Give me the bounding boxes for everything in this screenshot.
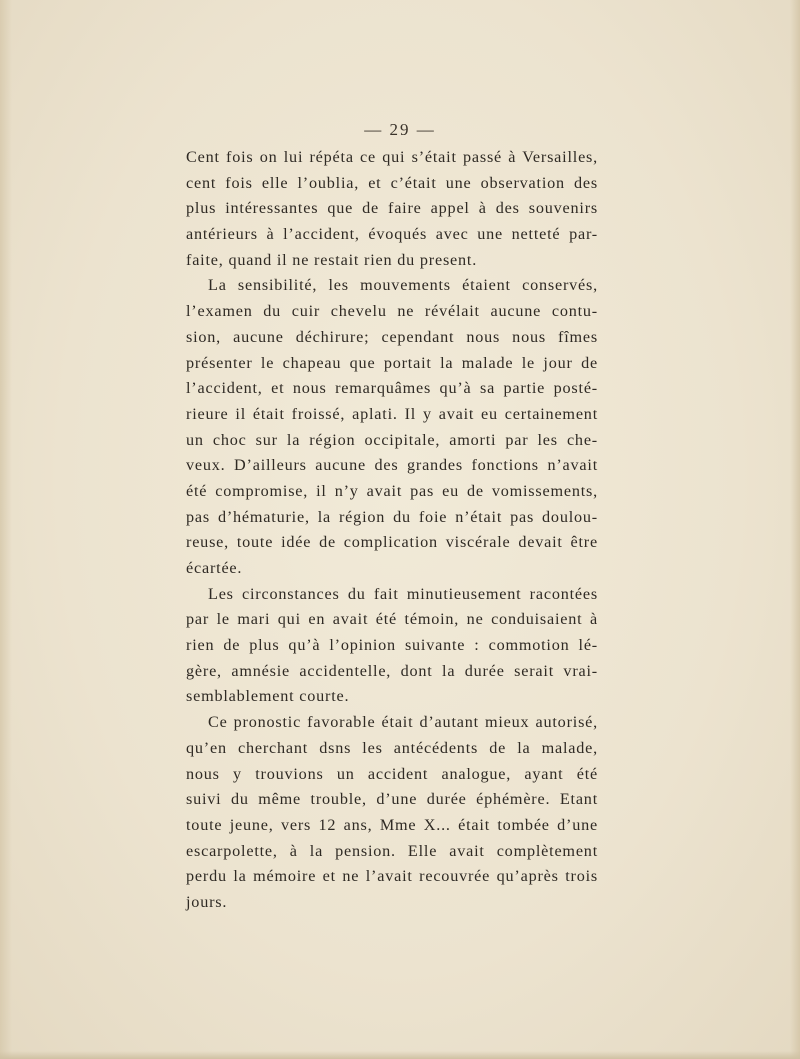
- text-line: qu’en cherchant dsns les antécédents de la malade,: [186, 738, 598, 757]
- text-line: semblablement courte.: [186, 687, 350, 706]
- text-line: cent fois elle l’oublia, et c’était une observation des: [186, 173, 598, 192]
- text-line: escarpolette, à la pension. Elle avait complètement: [186, 841, 598, 860]
- text-line: nous y trouvions un accident analogue, ayant été: [186, 764, 598, 783]
- text-line: Les circonstances du fait minutieusement racontées: [208, 584, 598, 603]
- text-line: été compromise, il n’y avait pas eu de vomissements,: [186, 481, 598, 500]
- page-shadow-bottom: [0, 1051, 800, 1059]
- text-line: suivi du même trouble, d’une durée éphémère. Etant: [186, 790, 598, 809]
- text-line: antérieurs à l’accident, évoqués avec une netteté par-: [186, 225, 598, 244]
- text-line: par le mari qui en avait été témoin, ne conduisaient à: [186, 610, 598, 629]
- page-shadow-right: [790, 0, 800, 1059]
- text-line: l’accident, et nous remarquâmes qu’à sa partie posté-: [186, 379, 598, 398]
- text-line: rieure il était froissé, aplati. Il y avait eu certainement: [186, 404, 598, 423]
- text-line: sion, aucune déchirure; cependant nous nous fîmes: [186, 327, 598, 346]
- text-line: plus intéressantes que de faire appel à des souvenirs: [186, 199, 598, 218]
- page-number: — 29 —: [364, 120, 436, 139]
- text-line: veux. D’ailleurs aucune des grandes fonctions n’avait: [186, 456, 598, 475]
- text-line: l’examen du cuir chevelu ne révélait aucune contu-: [186, 302, 598, 321]
- text-line: faite, quand il ne restait rien du present.: [186, 250, 478, 269]
- text-line: reuse, toute idée de complication viscérale devait être: [186, 533, 598, 552]
- text-line: un choc sur la région occipitale, amorti par les che-: [186, 430, 598, 449]
- text-line: Ce pronostic favorable était d’autant mieux autorisé,: [208, 713, 598, 732]
- text-line: gère, amnésie accidentelle, dont la durée serait vrai-: [186, 661, 598, 680]
- text-line: présenter le chapeau que portait la malade le jour de: [186, 353, 598, 372]
- text-line: écartée.: [186, 559, 243, 577]
- text-line: perdu la mémoire et ne l’avait recouvrée qu’après trois: [186, 867, 598, 886]
- text-line: La sensibilité, les mouvements étaient conservés,: [208, 276, 598, 295]
- page-shadow-left: [0, 0, 12, 1059]
- text-line: rien de plus qu’à l’opinion suivante : commotion lé-: [186, 636, 598, 655]
- text-line: Cent fois on lui répéta ce qui s’était passé à Versailles,: [186, 148, 598, 166]
- text-line: jours.: [186, 892, 228, 911]
- text-line: toute jeune, vers 12 ans, Mme X... était tombée d’une: [186, 815, 598, 834]
- body-text: [186, 145, 598, 916]
- text-line: pas d’hématurie, la région du foie n’était pas doulou-: [186, 507, 598, 526]
